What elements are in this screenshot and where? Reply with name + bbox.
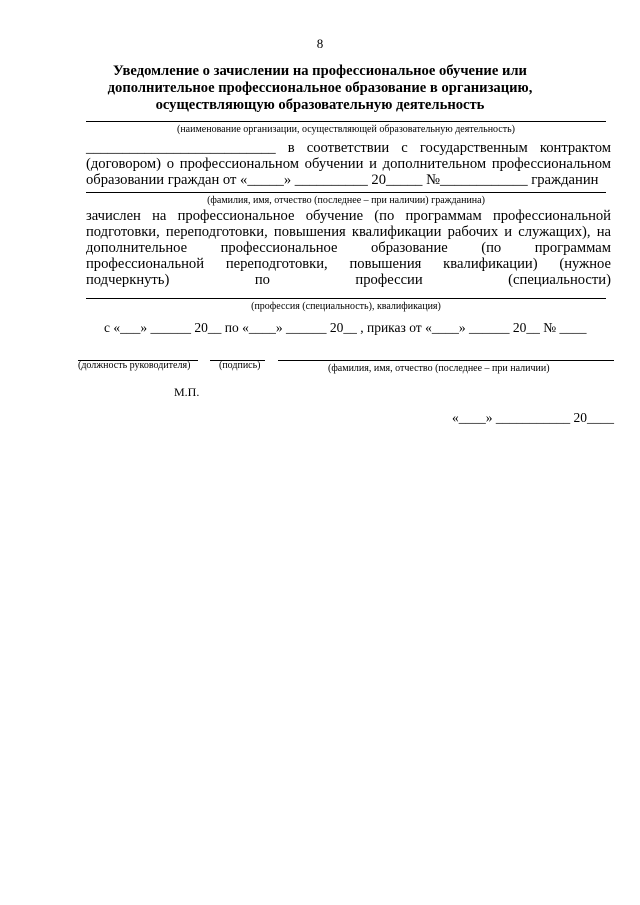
- page-number: 8: [316, 36, 324, 51]
- paragraph1-line-2: (договором) о профессиональном обучении и дополнительном профессиональном: [86, 156, 611, 172]
- paragraph2-line-4: профессиональной переподготовки, повышения квалификации) (нужное: [86, 256, 611, 272]
- paragraph2-word-profession: профессии: [355, 272, 423, 288]
- paragraph1-line-3: образовании граждан от «_____» __________ 20_____ №____________ гражданин: [86, 172, 599, 188]
- paragraph2-line-5: [86, 272, 611, 288]
- citizen-line: [86, 192, 606, 193]
- paragraph1-line-1: __________________________ в соответствии с государственным контрактом: [86, 140, 611, 156]
- signature-caption: (подпись): [219, 360, 261, 371]
- head-name-line: [278, 360, 614, 361]
- title-line-2: дополнительное профессиональное образование в организацию,: [107, 80, 533, 96]
- paragraph2-line-2: подготовки, переподготовки, повышения квалификации рабочих и служащих), на: [86, 224, 611, 240]
- paragraph2-line-3: дополнительное профессиональное образование (по программам: [86, 240, 611, 256]
- title-line-3: осуществляющую образовательную деятельность: [155, 97, 485, 113]
- paragraph2-word-by: по: [254, 272, 270, 288]
- profession-line: [86, 298, 606, 299]
- organization-line: [86, 121, 606, 122]
- paragraph2-word-underline: подчеркнуть): [86, 272, 170, 288]
- dates-line: с «___» ______ 20__ по «____» ______ 20__ , приказ от «____» ______ 20__ № ____: [104, 320, 587, 335]
- date-line: «____» ___________ 20____: [452, 410, 614, 425]
- citizen-caption: (фамилия, имя, отчество (последнее – при наличии) гражданина): [207, 195, 485, 206]
- head-position-caption: (должность руководителя): [78, 360, 191, 371]
- organization-caption: (наименование организации, осуществляющей образовательную деятельность): [177, 124, 515, 135]
- head-name-caption: (фамилия, имя, отчество (последнее – при наличии): [328, 363, 550, 374]
- paragraph2-word-specialty: (специальности): [508, 272, 611, 288]
- paragraph2-line-1: зачислен на профессиональное обучение (по программам профессиональной: [86, 208, 611, 224]
- title-line-1: Уведомление о зачислении на профессиональное обучение или: [113, 63, 527, 79]
- profession-caption: (профессия (специальность), квалификация): [251, 301, 441, 312]
- stamp-place: М.П.: [174, 385, 200, 399]
